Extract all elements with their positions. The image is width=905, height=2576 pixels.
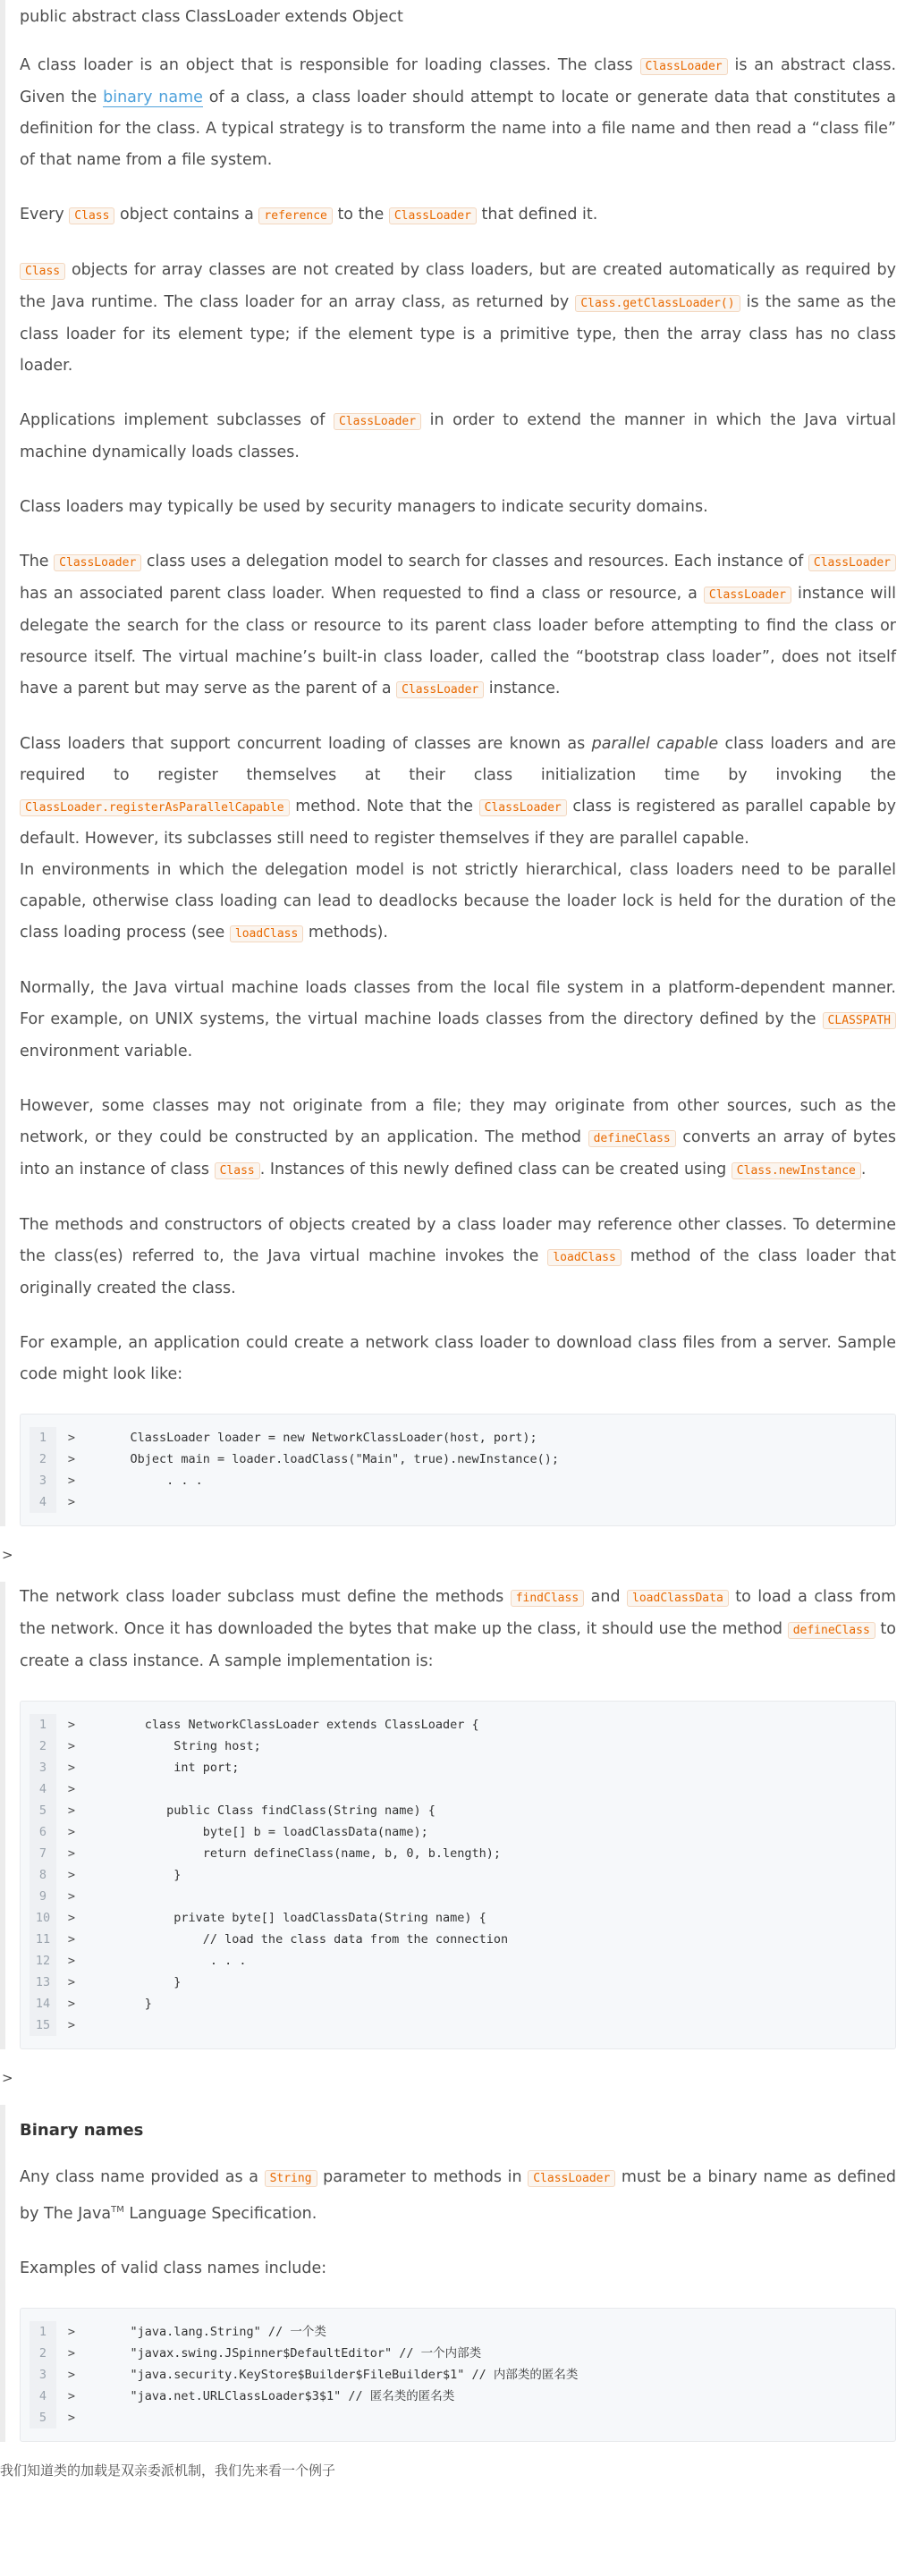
separator-marker: > — [2, 1547, 13, 1563]
code-classloader: ClassLoader — [334, 413, 421, 430]
code-line — [30, 1491, 559, 1513]
line-number: 4 — [30, 1778, 56, 1800]
text: to the — [332, 206, 389, 224]
line-number: 1 — [30, 1714, 56, 1736]
code-classloader: ClassLoader — [528, 2170, 615, 2187]
text: . Instances of this newly defined class can be created using — [259, 1161, 732, 1178]
quote-marker: > — [67, 1954, 76, 1968]
code-line — [30, 2014, 508, 2036]
code-classpath: CLASSPATH — [823, 1012, 896, 1029]
quote-marker: > — [67, 2018, 76, 2032]
paragraph-binary-name-definition — [20, 2162, 896, 2230]
code-text — [87, 1778, 508, 1800]
code-text: . . . — [101, 1954, 247, 1968]
text: objects for array classes are not created by class loaders, but are created automatically as required by the Java runtime. The class loader for an array class, as returned by — [20, 261, 896, 311]
code-line — [30, 2321, 578, 2343]
code-classloader: ClassLoader — [704, 587, 791, 604]
line-number: 10 — [30, 1907, 56, 1929]
text: environment variable. — [20, 1043, 193, 1060]
line-number: 11 — [30, 1929, 56, 1950]
code-getclassloader: Class.getClassLoader() — [575, 295, 740, 312]
code-block-usage — [20, 1414, 896, 1526]
text: to load a class from the network. Once it has downloaded the bytes that make up the class, it should use the method — [20, 1588, 896, 1638]
text: to create a class instance. A sample implementation is: — [20, 1620, 896, 1670]
text: In environments in which the delegation model is not strictly hierarchical, class loaders need to be parallel capable, otherwise class loading can lead to deadlocks because the loader lock is held for the duration of the class loading process (see — [20, 861, 896, 942]
quote-marker: > — [67, 1495, 76, 1509]
code-string: String — [265, 2170, 317, 2187]
line-number: 12 — [30, 1950, 56, 1972]
paragraph-deadlocks — [20, 855, 896, 950]
text: class is registered as parallel capable by default. However, its subclasses still need to register themselves if they are parallel capable. — [20, 798, 896, 848]
code-text — [87, 2014, 508, 2036]
text: instance will delegate the search for the class or resource to its parent class loader before attempting to find the class or resource itself. The virtual machine’s built-in class loader, called the “bootstrap class loader”, does not itself have a parent but may serve as the parent of a — [20, 585, 896, 697]
line-number: 6 — [30, 1821, 56, 1843]
code-text: } — [101, 1975, 182, 1989]
code-text: "java.security.KeyStore$Builder$FileBuilder$1" // 内部类的匿名类 — [101, 2367, 579, 2382]
quote-marker: > — [67, 1997, 76, 2011]
quote-marker: > — [67, 1452, 76, 1466]
code-text: int port; — [101, 1761, 240, 1775]
quote-marker: > — [67, 2324, 76, 2339]
text: The methods and constructors of objects created by a class loader may reference other classes. To determine the class(es) referred to, the Java virtual machine invokes the — [20, 1216, 896, 1265]
text: parameter to methods in — [317, 2168, 529, 2186]
code-text: . . . — [101, 1474, 203, 1488]
line-number: 14 — [30, 1993, 56, 2014]
code-block-implementation — [20, 1701, 896, 2049]
code-text: return defineClass(name, b, 0, b.length); — [101, 1846, 502, 1861]
code-line — [30, 2343, 578, 2364]
code-text: "java.lang.String" // 一个类 — [101, 2324, 326, 2339]
line-number: 13 — [30, 1972, 56, 1993]
quote-marker: > — [67, 1782, 76, 1796]
separator-marker: > — [2, 2070, 13, 2086]
paragraph-network-subclass — [20, 1582, 896, 1677]
line-number: 3 — [30, 1470, 56, 1491]
quote-marker: > — [67, 1718, 76, 1732]
code-loadclass: loadClass — [230, 925, 303, 942]
text: converts an array of bytes into an instance of class — [20, 1128, 896, 1178]
text: method. Note that the — [289, 798, 479, 815]
code-classloader: ClassLoader — [808, 554, 896, 571]
quote-marker: > — [67, 1761, 76, 1775]
text: method of the class loader that originally created the class. — [20, 1247, 897, 1297]
code-newinstance: Class.newInstance — [732, 1162, 861, 1179]
text: in order to extend the manner in which the Java virtual machine dynamically loads classes. — [20, 411, 896, 461]
code-text — [87, 1491, 559, 1513]
code-class: Class — [20, 263, 65, 280]
quote-marker: > — [67, 2410, 76, 2425]
trademark-sup: TM — [111, 2205, 124, 2215]
text: . — [860, 1161, 867, 1178]
code-text: } — [101, 1868, 182, 1882]
code-line — [30, 1886, 508, 1907]
line-number: 7 — [30, 1843, 56, 1864]
quote-marker: > — [67, 1803, 76, 1818]
code-line — [30, 1972, 508, 1993]
paragraph-security: Class loaders may typically be used by security managers to indicate security domains. — [20, 498, 708, 516]
code-classloader: ClassLoader — [479, 799, 567, 816]
code-loadclass: loadClass — [547, 1249, 621, 1266]
code-defineclass: defineClass — [588, 1130, 676, 1147]
text: is the same as the class loader for its element type; if the element type is a primitive type, then the array class has no class loader. — [20, 293, 896, 375]
code-line — [30, 1448, 559, 1470]
code-findclass: findClass — [511, 1590, 584, 1607]
paragraph-examples-intro: Examples of valid class names include: — [20, 2259, 327, 2277]
code-line — [30, 1929, 508, 1950]
footer-text: 我们知道类的加载是双亲委派机制，我们先来看一个例子 — [0, 2462, 336, 2479]
line-number: 4 — [30, 1491, 56, 1513]
line-number: 5 — [30, 2407, 56, 2428]
line-number: 3 — [30, 1757, 56, 1778]
quote-marker: > — [67, 2367, 76, 2382]
code-line — [30, 1993, 508, 2014]
line-number: 2 — [30, 2343, 56, 2364]
code-text: Object main = loader.loadClass("Main", true).newInstance(); — [101, 1452, 560, 1466]
code-line — [30, 1736, 508, 1757]
code-line — [30, 1427, 559, 1448]
quote-marker: > — [67, 1889, 76, 1904]
line-number: 15 — [30, 2014, 56, 2036]
code-text: public Class findClass(String name) { — [101, 1803, 436, 1818]
code-line — [30, 1907, 508, 1929]
text: must be a binary name as defined by The Java — [20, 2168, 896, 2223]
quote-marker: > — [67, 1846, 76, 1861]
code-classloader: ClassLoader — [640, 58, 728, 75]
code-register-parallel: ClassLoader.registerAsParallelCapable — [20, 799, 290, 816]
code-line — [30, 2364, 578, 2386]
code-text: "javax.swing.JSpinner$DefaultEditor" // 一个内部类 — [101, 2345, 482, 2361]
text: object contains a — [114, 206, 259, 224]
paragraph-intro — [20, 50, 896, 176]
text: has an associated parent class loader. When requested to find a class or resource, a — [20, 585, 704, 603]
line-number: 9 — [30, 1886, 56, 1907]
text: that defined it. — [476, 206, 598, 224]
paragraph-references — [20, 1210, 896, 1305]
code-defineclass: defineClass — [788, 1622, 875, 1639]
text: class uses a delegation model to search for classes and resources. Each instance of — [141, 553, 808, 570]
paragraph-classpath — [20, 973, 896, 1068]
code-text: ClassLoader loader = new NetworkClassLoader(host, port); — [101, 1431, 537, 1445]
code-line — [30, 2407, 578, 2428]
binary-name-link[interactable]: binary name — [103, 89, 203, 106]
quote-marker: > — [67, 1911, 76, 1925]
text: Class loaders that support concurrent loading of classes are known as — [20, 735, 592, 753]
emphasis-parallel-capable: parallel capable — [591, 735, 719, 753]
code-text: byte[] b = loadClassData(name); — [101, 1825, 428, 1839]
paragraph-array-classes — [20, 255, 896, 382]
text: Every — [20, 206, 70, 224]
code-classloader: ClassLoader — [54, 554, 141, 571]
code-loadclassdata: loadClassData — [627, 1590, 729, 1607]
class-declaration: public abstract class ClassLoader extends Object — [20, 8, 403, 26]
text: The network class loader subclass must define the methods — [20, 1588, 511, 1606]
code-text — [87, 1886, 508, 1907]
code-line — [30, 1843, 508, 1864]
quote-marker: > — [67, 1739, 76, 1753]
line-number: 1 — [30, 2321, 56, 2343]
line-number: 3 — [30, 2364, 56, 2386]
paragraph-subclasses — [20, 405, 896, 469]
code-line — [30, 1757, 508, 1778]
quote-marker: > — [67, 1868, 76, 1882]
line-number: 2 — [30, 1448, 56, 1470]
code-line — [30, 1864, 508, 1886]
quote-marker: > — [67, 1825, 76, 1839]
code-reference: reference — [258, 207, 332, 224]
code-text: // load the class data from the connection — [101, 1932, 509, 1947]
code-text: String host; — [101, 1739, 261, 1753]
text: The — [20, 553, 55, 570]
line-number: 2 — [30, 1736, 56, 1757]
quote-marker: > — [67, 1431, 76, 1445]
text: instance. — [484, 680, 561, 697]
text: methods). — [303, 924, 388, 942]
code-line — [30, 1470, 559, 1491]
code-line — [30, 1821, 508, 1843]
quote-marker: > — [67, 1975, 76, 1989]
text: Normally, the Java virtual machine loads classes from the local file system in a platform-dependent manner. For example, on UNIX systems, the virtual machine loads classes from the directory defined by the — [20, 979, 896, 1028]
paragraph-network-example: For example, an application could create a network class loader to download class files from a server. Sample code might look like: — [20, 1334, 896, 1383]
quote-marker: > — [67, 1474, 76, 1488]
code-classloader: ClassLoader — [396, 681, 484, 698]
text: is an abstract class. Given the — [20, 56, 897, 106]
text: class loaders and are required to register themselves at their class initialization time by invoking the — [20, 735, 896, 784]
code-line — [30, 1800, 508, 1821]
section-heading-binary-names: Binary names — [20, 2121, 144, 2140]
line-number: 8 — [30, 1864, 56, 1886]
code-text: private byte[] loadClassData(String name) { — [101, 1911, 486, 1925]
line-number: 1 — [30, 1427, 56, 1448]
text: Any class name provided as a — [20, 2168, 265, 2186]
text: of a class, a class loader should attempt to locate or generate data that constitutes a definition for the class. A typical strategy is to transform the name into a file name and then read a “class file” of that name from a file system. — [20, 89, 897, 169]
code-line — [30, 1714, 508, 1736]
quote-marker: > — [67, 1932, 76, 1947]
code-text — [87, 2407, 578, 2428]
quote-marker: > — [67, 2388, 76, 2403]
code-class: Class — [69, 207, 114, 224]
paragraph-delegation — [20, 546, 896, 705]
code-block-class-names — [20, 2308, 896, 2442]
quote-block-network-loader — [0, 1582, 905, 2049]
quote-marker: > — [67, 2345, 76, 2361]
text: and — [584, 1588, 628, 1606]
quote-block-binary-names — [0, 2105, 905, 2442]
text: Applications implement subclasses of — [20, 411, 334, 429]
code-text: } — [101, 1997, 152, 2011]
code-text: class NetworkClassLoader extends ClassLoader { — [101, 1718, 479, 1732]
code-line — [30, 1778, 508, 1800]
line-number: 5 — [30, 1800, 56, 1821]
code-text: "java.net.URLClassLoader$3$1" // 匿名类的匿名类 — [101, 2388, 455, 2403]
code-classloader: ClassLoader — [389, 207, 477, 224]
code-class: Class — [215, 1162, 260, 1179]
text: Language Specification. — [123, 2204, 317, 2223]
text: A class loader is an object that is responsible for loading classes. The class — [20, 56, 640, 74]
text: However, some classes may not originate from a file; they may originate from other sources, such as the network, or they could be constructed by an application. The method — [20, 1097, 896, 1146]
paragraph-defineclass — [20, 1091, 896, 1187]
code-line — [30, 1950, 508, 1972]
paragraph-class-reference — [20, 199, 896, 232]
code-line — [30, 2386, 578, 2407]
line-number: 4 — [30, 2386, 56, 2407]
paragraph-parallel-capable — [20, 729, 896, 855]
